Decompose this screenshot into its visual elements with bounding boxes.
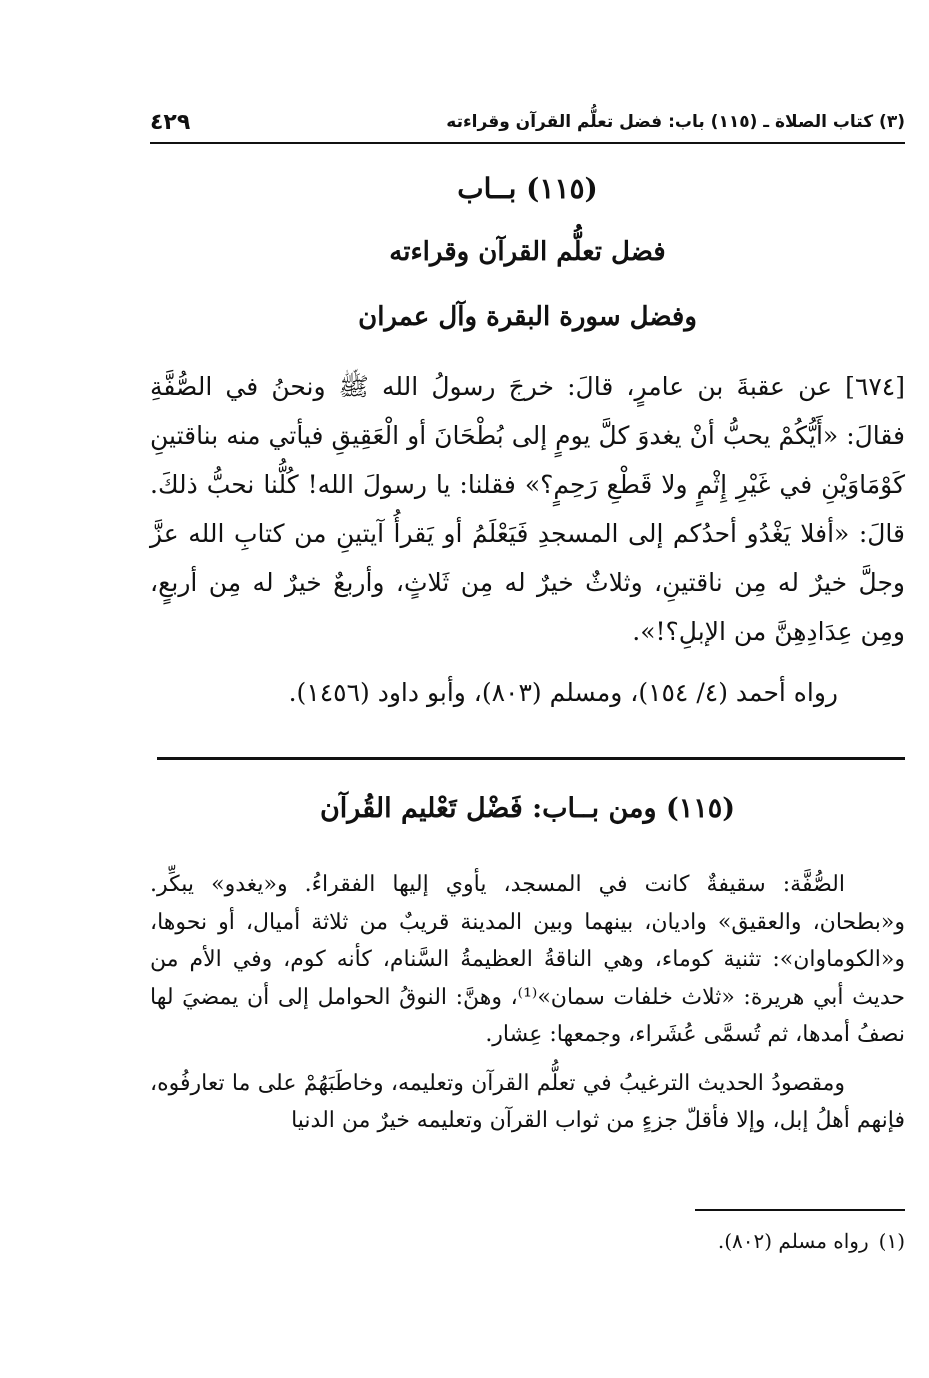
section-divider: [157, 757, 905, 760]
commentary-paragraph: ومقصودُ الحديث الترغيبُ في تعلُّم القرآن وتعليمه، وخاطَبَهُمْ على ما تعارفُوه، فإنهم أهلُ إبل، وإلا فأقلّ جزءٍ من ثواب القرآن وتعليمه خيرٌ من الدنيا: [150, 1070, 905, 1133]
commentary-body: [150, 866, 905, 1140]
running-title: (٣) كتاب الصلاة ـ (١١٥) باب: فضل تعلُّم القرآن وقراءته: [446, 112, 905, 132]
header-rule: [150, 142, 905, 144]
chapter-title: فضل تعلُّم القرآن وقراءته: [389, 237, 666, 267]
chapter-number-heading: (١١٥) بــاب: [457, 172, 598, 205]
footnote-text: رواه مسلم (٨٠٢).: [717, 1229, 869, 1253]
chapter-subtitle: وفضل سورة البقرة وآل عمران: [358, 302, 697, 332]
footnote-rule: [695, 1209, 905, 1211]
commentary-heading: (١١٥) ومن بــاب: فَضْل تَعْليم القُرآن: [319, 793, 736, 824]
hadith-text: [٦٧٤] عن عقبةَ بن عامرٍ، قالَ: خرجَ رسولُ الله ﷺ ونحنُ في الصُّفَّةِ فقالَ: «أَيُّكُمْ يحبُّ أنْ يغدوَ كلَّ يومٍ إلى بُطْحَانَ أو الْعَقِيقِ فيأتي منه بناقتينِ كَوْمَاوَيْنِ في غَيْرِ إِثْمٍ ولا قَطْعِ رَحِمٍ؟» فقلنا: يا رسولَ الله! كُلُّنا نحبُّ ذلكَ. قالَ: «أفلا يَغْدُو أحدُكم إلى المسجدِ فَيَعْلَمُ أو يَقرأُ آيتينِ من كتابِ الله عزَّ وجلَّ خيرٌ له مِن ناقتينِ، وثلاثٌ خيرٌ له مِن ثَلاثٍ، وأربعٌ خيرٌ له مِن أربعٍ، ومِن عِدَادِهِنَّ من الإبلِ؟!».: [150, 372, 905, 646]
footnote-number: (١): [878, 1229, 905, 1253]
footnote: [500, 1226, 905, 1256]
page-number: ٤٢٩: [150, 109, 191, 135]
running-header: [150, 104, 905, 140]
commentary-paragraph: الصُّفَّة: سقيفةٌ كانت في المسجد، يأوي إليها الفقراءُ. و«يغدو» يبكِّر. و«بطحان، والعقيق» واديان، بينهما وبين المدينة قريبٌ من ثلاثة أميال، أو نحوها، و«الكوماوان»: تثنية كوماء، وهي الناقةُ العظيمةُ السَّنام، كأنه كوم، وفي الأم من حديث أبي هريرة: «ثلاث خلفات سمان»⁽¹⁾، وهنَّ: النوقُ الحوامل إلى أن يمضيَ لها نصفُ أمدها، ثم تُسمَّى عُشَراء، وجمعها: عِشار.: [150, 872, 905, 1047]
hadith-citation: رواه أحمد (٤/ ١٥٤)، ومسلم (٨٠٣)، وأبو داود (١٤٥٦).: [288, 678, 838, 707]
